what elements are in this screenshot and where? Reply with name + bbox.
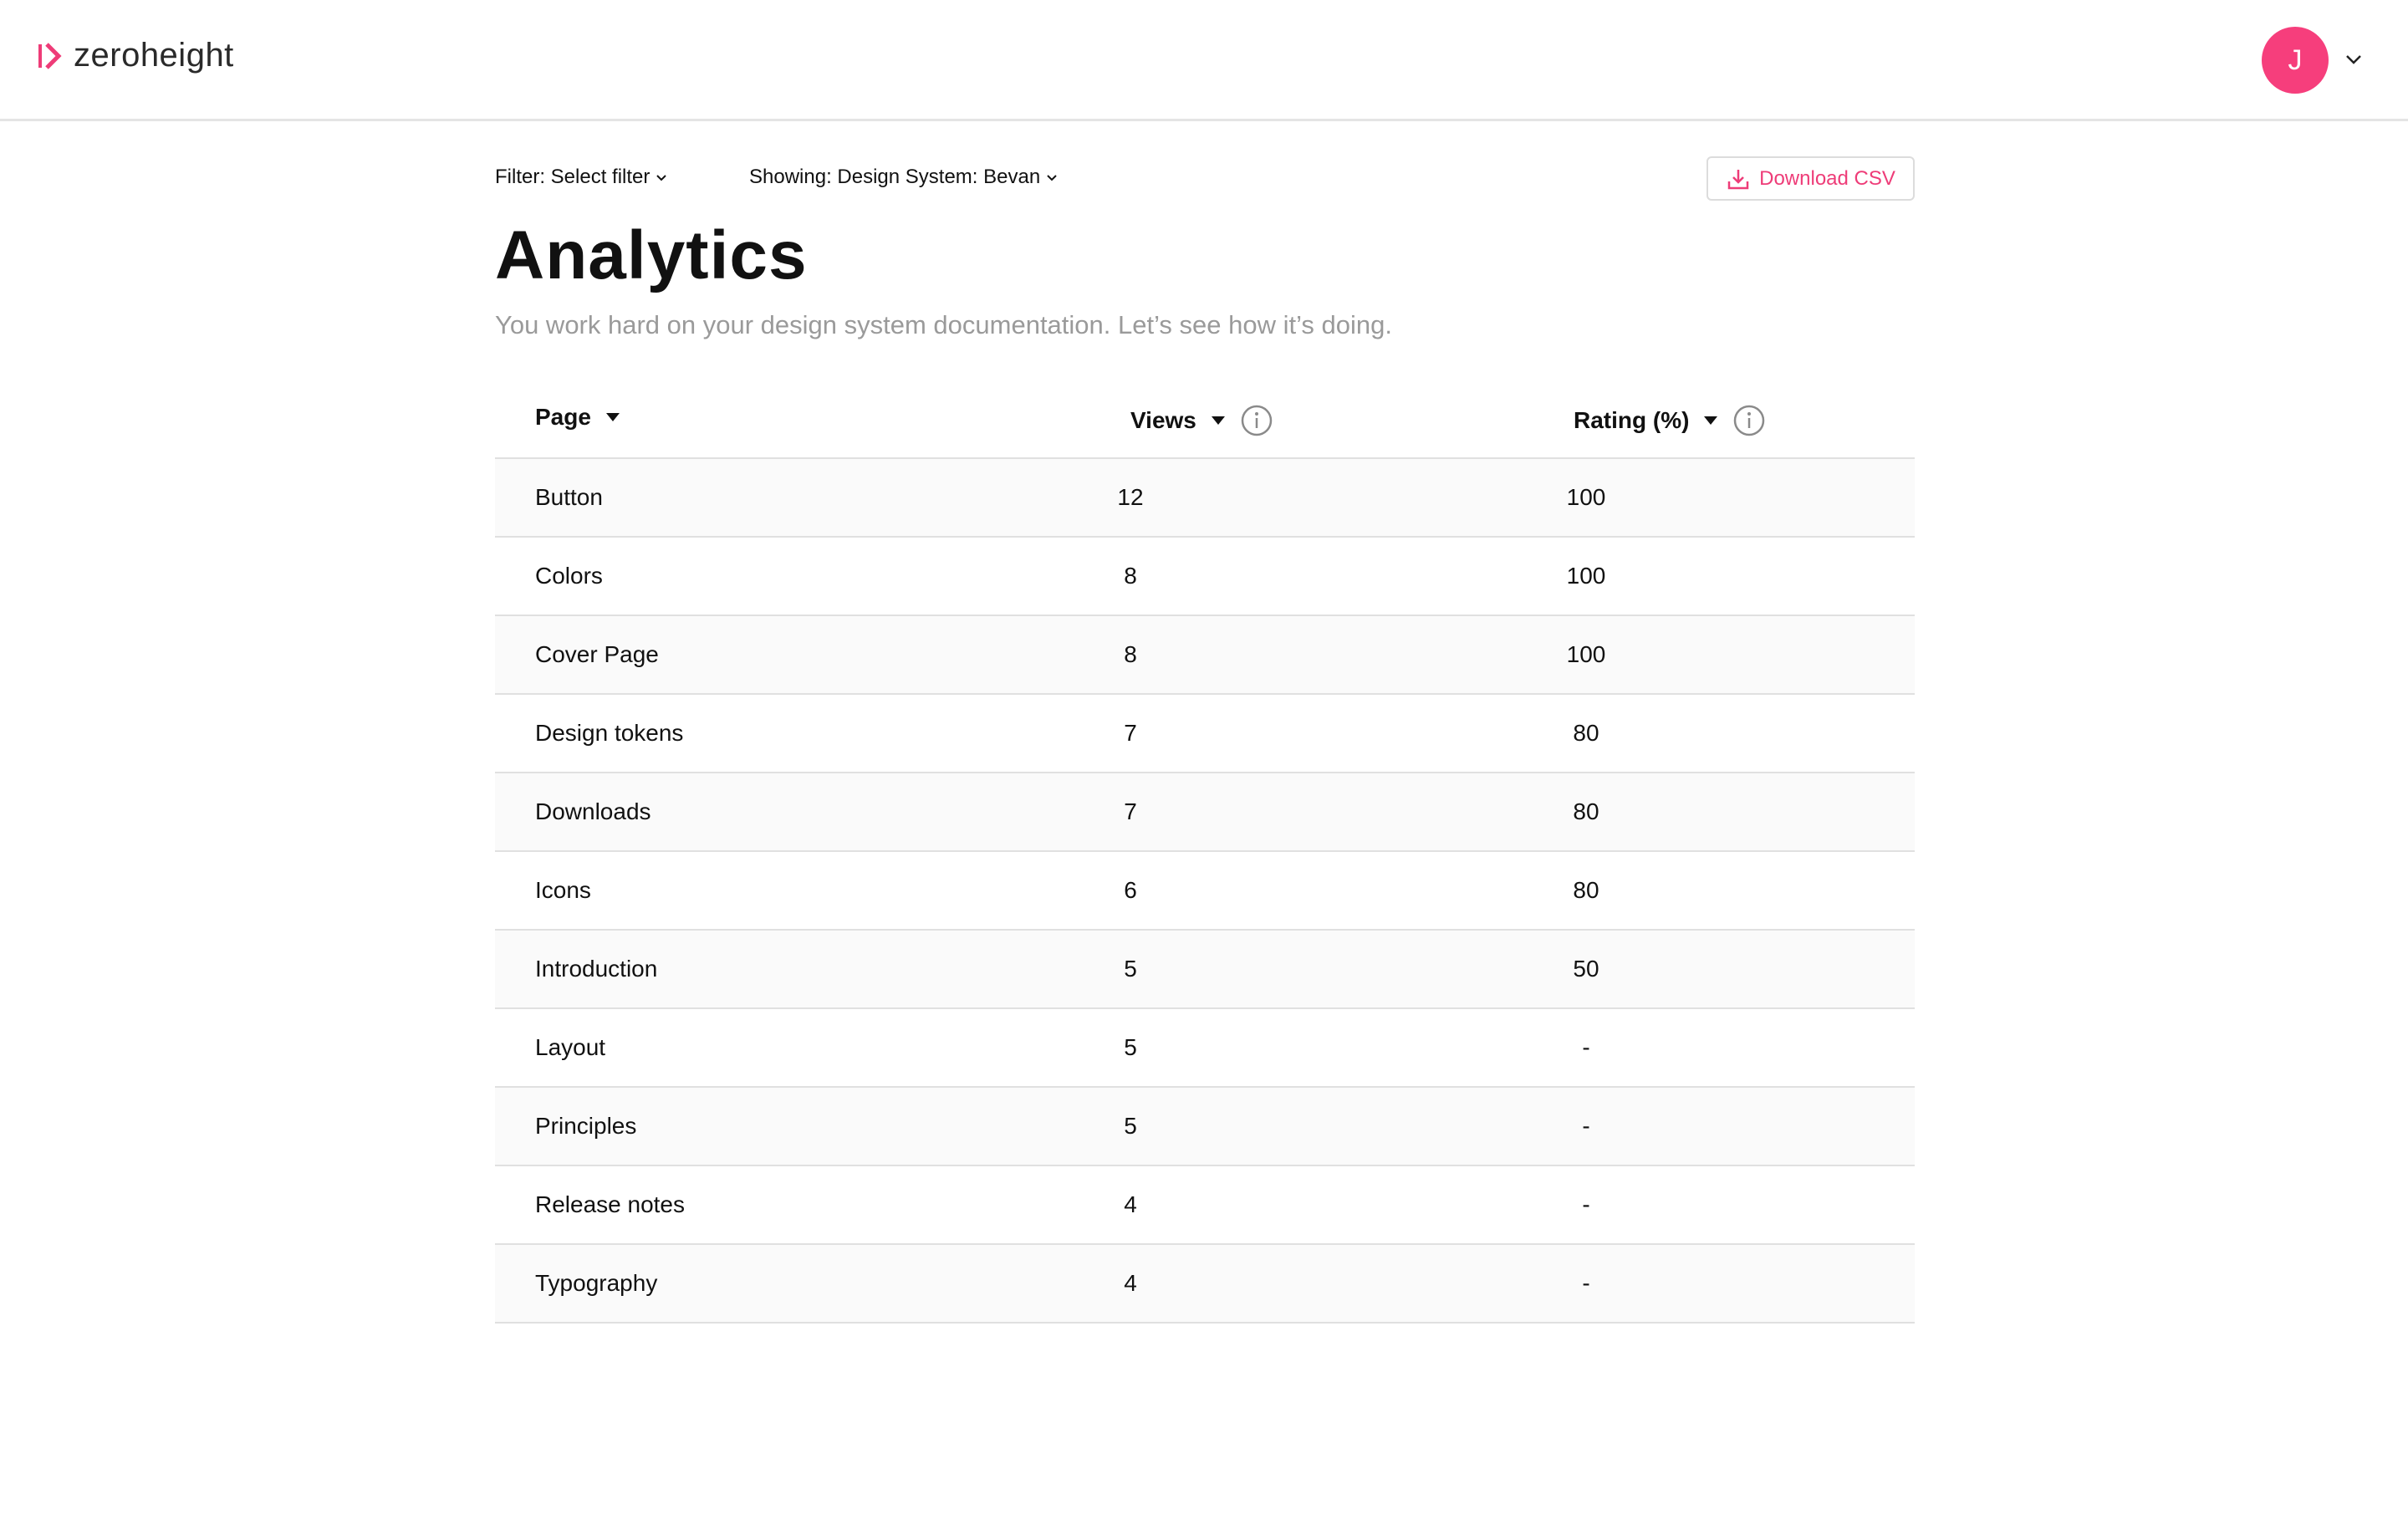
page-title: Analytics [495,217,808,293]
rating-cell: - [1582,1270,1590,1296]
brand-logo[interactable] [37,37,234,74]
sort-down-icon [1210,415,1227,426]
chevron-down-icon [655,171,668,184]
table-row[interactable] [495,773,1915,852]
showing-dropdown[interactable] [749,166,1059,189]
views-cell: 5 [1124,1034,1137,1060]
table-row[interactable] [495,695,1915,773]
page-subtitle: You work hard on your design system documentation. Let’s see how it’s doing. [495,310,1393,339]
rating-cell: 80 [1573,877,1599,903]
rating-cell: 100 [1566,563,1606,589]
sort-down-icon [1702,415,1719,426]
avatar-initial: J [2288,43,2303,76]
table-row[interactable] [495,1166,1915,1245]
page-cell: Typography [535,1270,658,1296]
chevron-down-icon[interactable] [2343,48,2365,70]
page-cell: Principles [535,1113,637,1139]
page-cell: Cover Page [535,641,659,667]
column-header-label: Rating (%) [1574,407,1690,433]
views-cell: 8 [1124,563,1137,589]
rating-cell: - [1582,1034,1590,1060]
download-csv-label: Download CSV [1759,166,1895,190]
rating-cell: 100 [1566,641,1606,667]
sort-down-icon [605,411,621,423]
views-cell: 5 [1124,956,1137,982]
table-row[interactable] [495,852,1915,931]
rating-cell: 100 [1566,484,1606,510]
views-cell: 12 [1117,484,1144,510]
table-row[interactable] [495,538,1915,616]
rating-cell: 50 [1573,956,1599,982]
views-cell: 7 [1124,720,1137,746]
column-header-rating[interactable] [1574,404,1766,437]
table-row[interactable] [495,931,1915,1009]
views-cell: 7 [1124,798,1137,824]
page-cell: Release notes [535,1191,686,1217]
analytics-table [495,380,1915,1324]
table-row[interactable] [495,459,1915,538]
page-cell: Button [535,484,603,510]
views-cell: 4 [1124,1270,1137,1296]
views-cell: 5 [1124,1113,1137,1139]
analytics-content [495,121,1915,1324]
column-header-views[interactable] [1130,404,1273,437]
zeroheight-logo-icon [37,39,62,73]
column-header-label: Views [1130,407,1196,433]
page-cell: Icons [535,877,591,903]
page-cell: Layout [535,1034,606,1060]
top-navigation-bar [0,0,2408,121]
filter-dropdown[interactable] [495,166,668,189]
rating-cell: 80 [1573,720,1599,746]
chevron-down-icon [1045,171,1059,184]
rating-cell: - [1582,1191,1590,1217]
table-row[interactable] [495,1009,1915,1088]
showing-dropdown-label: Showing: Design System: Bevan [749,166,1041,188]
info-icon[interactable] [1240,404,1273,437]
table-row[interactable] [495,616,1915,695]
download-icon [1726,166,1751,191]
brand-name: zeroheight [74,37,234,74]
filter-toolbar [495,121,1915,222]
filter-dropdown-label: Filter: Select filter [495,166,650,188]
page-cell: Design tokens [535,720,684,746]
user-avatar[interactable] [2262,27,2329,94]
column-header-label: Page [535,404,591,430]
table-body [495,459,1915,1324]
rating-cell: - [1582,1113,1590,1139]
views-cell: 4 [1124,1191,1137,1217]
table-row[interactable] [495,1088,1915,1166]
page-cell: Downloads [535,798,651,824]
table-header [495,380,1915,459]
download-csv-button[interactable] [1707,156,1915,201]
page-cell: Colors [535,563,603,589]
page-cell: Introduction [535,956,658,982]
views-cell: 6 [1124,877,1137,903]
rating-cell: 80 [1573,798,1599,824]
column-header-page[interactable] [535,404,621,431]
table-row[interactable] [495,1245,1915,1324]
info-icon[interactable] [1732,404,1766,437]
views-cell: 8 [1124,641,1137,667]
